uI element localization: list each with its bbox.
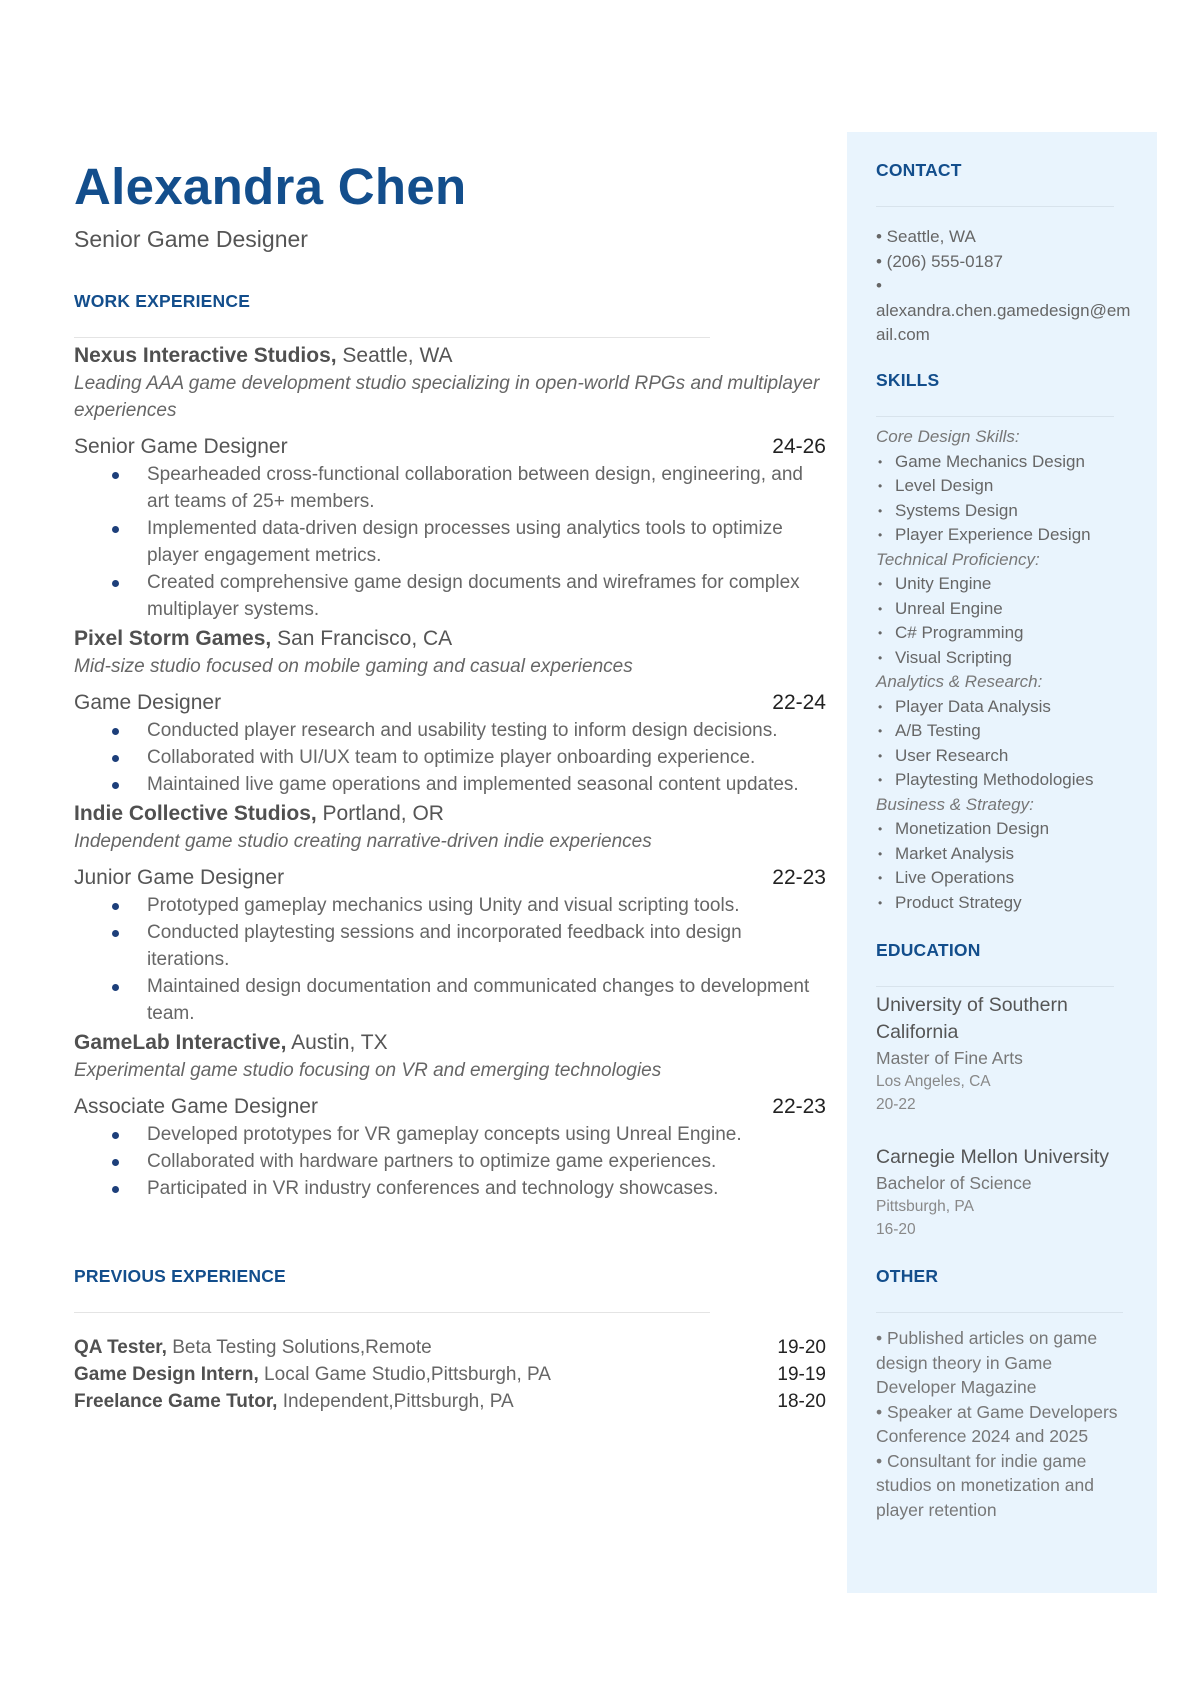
job-bullets: [74, 892, 826, 1027]
job-location: San Francisco, CA: [271, 627, 453, 650]
contact-city: • Seattle, WA: [876, 227, 976, 246]
job-bullet: Collaborated with hardware partners to optimize game experiences.: [74, 1148, 826, 1175]
bullet-dot-icon: [112, 930, 119, 937]
job-role: Associate Game Designer: [74, 1095, 318, 1118]
education-degree: Master of Fine Arts: [876, 1048, 1023, 1068]
previous-years: 19-20: [777, 1337, 826, 1358]
previous-org: Local Game Studio,Pittsburgh, PA: [258, 1364, 551, 1385]
skill-category: Technical Proficiency:: [876, 549, 1040, 569]
job-bullet: Spearheaded cross-functional collaboration between design, engineering, and art teams of 25+ members.: [74, 461, 826, 515]
previous-role: Game Design Intern,: [74, 1364, 259, 1385]
skill-item: • Playtesting Methodologies: [876, 768, 1132, 793]
work-experience-heading: WORK EXPERIENCE: [74, 291, 251, 311]
bullet-dot-icon: [112, 526, 119, 533]
skills-divider: [876, 416, 1114, 417]
education-years: 20-22: [876, 1095, 916, 1113]
job-role-row: [74, 1092, 826, 1121]
skill-item: • Player Data Analysis: [876, 695, 1132, 720]
bullet-dot-icon: [112, 903, 119, 910]
job-company: GameLab Interactive,: [74, 1031, 287, 1054]
job-entry: [74, 341, 826, 623]
job-company-line: [74, 1028, 826, 1057]
job-years: 22-24: [772, 691, 826, 714]
skill-item: • Product Strategy: [876, 891, 1132, 916]
bullet-dot-icon: [112, 472, 119, 479]
skill-item: • Unity Engine: [876, 572, 1132, 597]
job-location: Seattle, WA: [336, 344, 453, 367]
education-school: University of Southern California: [876, 994, 1068, 1043]
skill-item: • Level Design: [876, 474, 1132, 499]
skill-item: • Systems Design: [876, 499, 1132, 524]
skill-item: • Unreal Engine: [876, 597, 1132, 622]
job-bullet: Maintained live game operations and implemented seasonal content updates.: [74, 771, 826, 798]
previous-role: QA Tester,: [74, 1337, 167, 1358]
job-bullets: [74, 461, 826, 623]
bullet-dot-icon: [112, 728, 119, 735]
bullet-dot-icon: [112, 580, 119, 587]
job-description: Independent game studio creating narrative-driven indie experiences: [74, 831, 652, 852]
job-company: Indie Collective Studios,: [74, 802, 317, 825]
bullet-dot-icon: [112, 984, 119, 991]
job-years: 24-26: [772, 435, 826, 458]
education-divider: [876, 986, 1114, 987]
job-list: [74, 341, 826, 1203]
skill-item: • Market Analysis: [876, 842, 1132, 867]
candidate-title: Senior Game Designer: [74, 226, 308, 252]
job-company-line: [74, 341, 826, 370]
job-role-row: [74, 432, 826, 461]
job-description: Leading AAA game development studio specializing in open-world RPGs and multiplayer experiences: [74, 373, 820, 421]
contact-list: [876, 225, 1132, 348]
job-bullet: Conducted playtesting sessions and incorporated feedback into design iterations.: [74, 919, 826, 973]
skill-item: • Visual Scripting: [876, 646, 1132, 671]
education-location: Los Angeles, CA: [876, 1073, 991, 1090]
job-description: Mid-size studio focused on mobile gaming and casual experiences: [74, 656, 633, 677]
other-list: [876, 1326, 1132, 1522]
job-years: 22-23: [772, 1095, 826, 1118]
contact-email-bullet: •: [876, 276, 882, 295]
contact-phone: • (206) 555-0187: [876, 251, 1003, 271]
other-item: • Speaker at Game Developers Conference 2024 and 2025: [876, 1401, 1118, 1446]
skill-item: • A/B Testing: [876, 719, 1132, 744]
other-divider: [876, 1312, 1123, 1313]
previous-org: Independent,Pittsburgh, PA: [277, 1391, 514, 1412]
job-company: Pixel Storm Games,: [74, 627, 272, 650]
job-role: Game Designer: [74, 691, 222, 714]
job-years: 22-23: [772, 866, 826, 889]
candidate-name: Alexandra Chen: [74, 158, 467, 215]
contact-email[interactable]: alexandra.chen.gamedesign@email.com: [876, 300, 1131, 344]
previous-role: Freelance Game Tutor,: [74, 1391, 278, 1412]
skill-item: • Monetization Design: [876, 817, 1132, 842]
previous-experience-divider: [74, 1312, 710, 1313]
job-location: Portland, OR: [316, 802, 444, 825]
education-list: [876, 992, 1132, 1241]
job-entry: [74, 1028, 826, 1202]
skill-item: • C# Programming: [876, 621, 1132, 646]
bullet-dot-icon: [112, 1159, 119, 1166]
job-bullets: [74, 717, 826, 798]
work-experience-divider: [74, 337, 710, 338]
skill-category: Business & Strategy:: [876, 794, 1034, 814]
skill-item: • Game Mechanics Design: [876, 450, 1132, 475]
bullet-dot-icon: [112, 755, 119, 762]
education-years: 16-20: [876, 1220, 916, 1238]
previous-years: 18-20: [777, 1391, 826, 1412]
skill-item: • User Research: [876, 744, 1132, 769]
job-entry: [74, 624, 826, 798]
job-entry: [74, 799, 826, 1027]
job-bullet: Developed prototypes for VR gameplay concepts using Unreal Engine.: [74, 1121, 826, 1148]
other-item: • Published articles on game design theory in Game Developer Magazine: [876, 1328, 1098, 1397]
job-role: Junior Game Designer: [74, 866, 285, 889]
education-school: Carnegie Mellon University: [876, 1146, 1110, 1168]
previous-years: 19-19: [777, 1364, 826, 1385]
job-bullet: Conducted player research and usability testing to inform design decisions.: [74, 717, 826, 744]
skills-list: [876, 425, 1132, 915]
bullet-dot-icon: [112, 1132, 119, 1139]
job-bullet: Participated in VR industry conferences and technology showcases.: [74, 1175, 826, 1202]
education-entry: [876, 992, 1132, 1116]
education-entry: [876, 1144, 1132, 1241]
job-company-line: [74, 799, 826, 828]
previous-experience-item: [74, 1334, 826, 1361]
job-company-line: [74, 624, 826, 653]
previous-experience-item: [74, 1361, 826, 1388]
education-location: Pittsburgh, PA: [876, 1198, 974, 1215]
education-degree: Bachelor of Science: [876, 1173, 1032, 1193]
previous-experience-item: [74, 1388, 826, 1415]
job-role-row: [74, 688, 826, 717]
bullet-dot-icon: [112, 1186, 119, 1193]
job-company: Nexus Interactive Studios,: [74, 344, 337, 367]
previous-experience-heading: PREVIOUS EXPERIENCE: [74, 1266, 286, 1286]
skill-item: • Player Experience Design: [876, 523, 1132, 548]
other-heading: OTHER: [876, 1266, 939, 1286]
skill-category: Core Design Skills:: [876, 427, 1020, 446]
contact-heading: CONTACT: [876, 160, 962, 180]
job-bullet: Prototyped gameplay mechanics using Unity and visual scripting tools.: [74, 892, 826, 919]
previous-experience-list: [74, 1334, 826, 1415]
job-bullets: [74, 1121, 826, 1202]
skill-category: Analytics & Research:: [876, 672, 1043, 691]
bullet-dot-icon: [112, 782, 119, 789]
job-bullet: Implemented data-driven design processes using analytics tools to optimize player engagement metrics.: [74, 515, 826, 569]
job-description: Experimental game studio focusing on VR and emerging technologies: [74, 1060, 662, 1081]
sidebar: [847, 132, 1157, 1593]
job-role: Senior Game Designer: [74, 435, 288, 458]
education-heading: EDUCATION: [876, 940, 981, 960]
job-location: Austin, TX: [286, 1031, 388, 1054]
skills-heading: SKILLS: [876, 370, 940, 390]
contact-divider: [876, 206, 1114, 207]
job-bullet: Created comprehensive game design documents and wireframes for complex multiplayer systems.: [74, 569, 826, 623]
previous-org: Beta Testing Solutions,Remote: [166, 1337, 432, 1358]
job-role-row: [74, 863, 826, 892]
job-bullet: Collaborated with UI/UX team to optimize player onboarding experience.: [74, 744, 826, 771]
skill-item: • Live Operations: [876, 866, 1132, 891]
job-bullet: Maintained design documentation and communicated changes to development team.: [74, 973, 826, 1027]
other-item: • Consultant for indie game studios on monetization and player retention: [876, 1450, 1094, 1520]
